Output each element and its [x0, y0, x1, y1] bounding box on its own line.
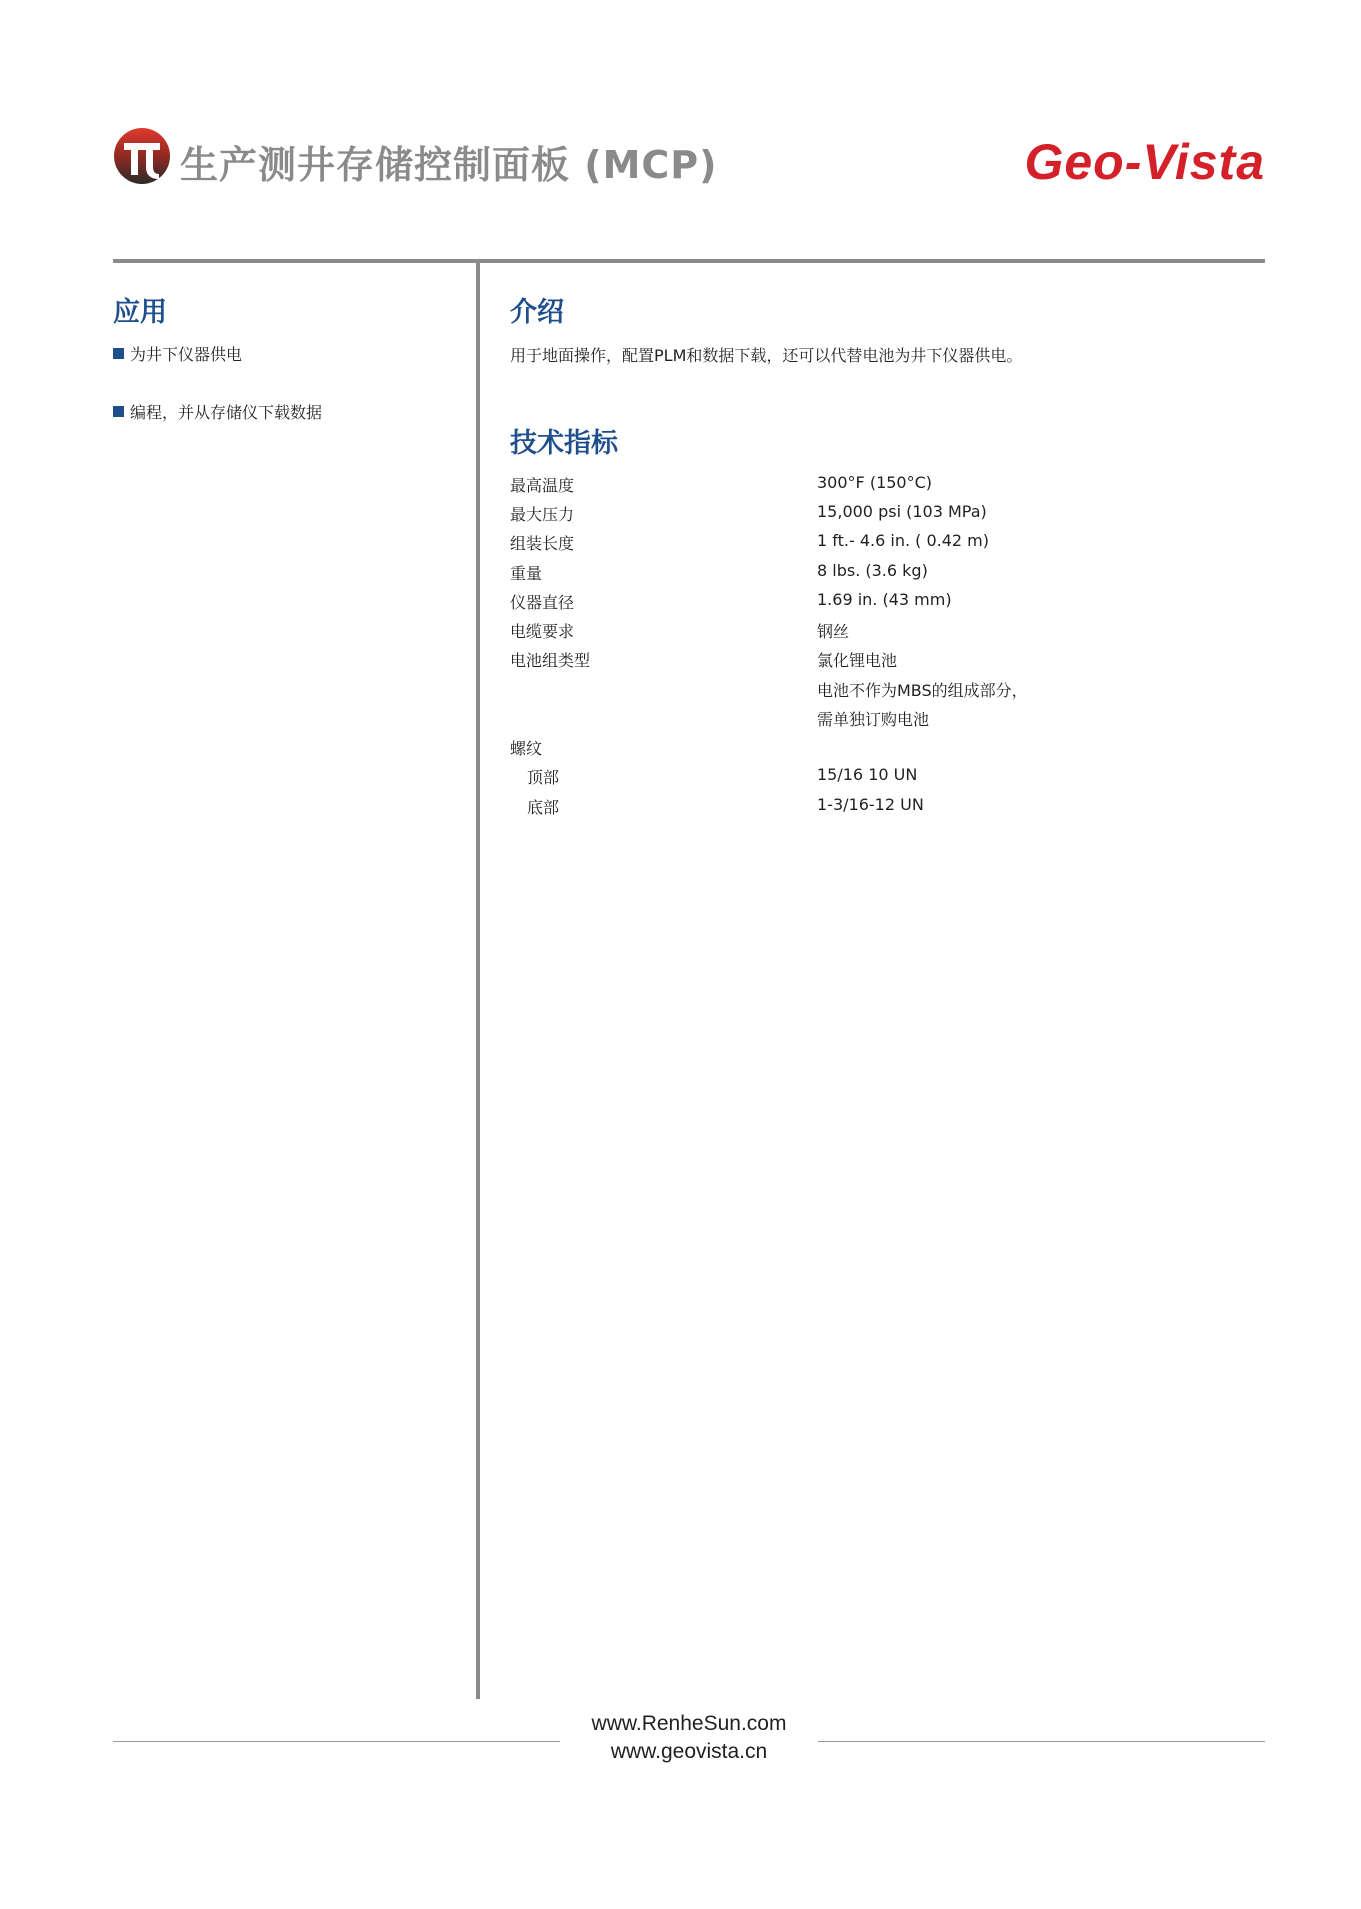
spec-row [510, 502, 1070, 531]
spec-label: 最高温度 [510, 476, 575, 495]
spec-value: 氯化锂电池 [817, 651, 898, 670]
spec-label: 顶部 [527, 768, 560, 787]
spec-row [510, 736, 1070, 765]
spec-row [510, 765, 1070, 794]
spec-value: 电池不作为MBS的组成部分， [817, 681, 1028, 700]
spec-value: 8 lbs. (3.6 kg) [817, 561, 928, 580]
spec-row [510, 561, 1070, 590]
square-bullet-icon [113, 348, 124, 359]
brand-logo: Geo-Vista [1024, 134, 1265, 190]
spec-value: 15/16 10 UN [817, 765, 918, 784]
spec-value: 钢丝 [817, 622, 850, 641]
introduction-text: 用于地面操作，配置PLM和数据下载，还可以代替电池为井下仪器供电。 [510, 346, 1023, 365]
company-logo-icon [113, 127, 171, 185]
spec-row [510, 707, 1070, 736]
document-title: 生产测井存储控制面板 (MCP) [180, 143, 718, 187]
spec-label: 组装长度 [510, 534, 575, 553]
spec-label: 底部 [527, 798, 560, 817]
spec-label: 螺纹 [510, 739, 543, 758]
spec-row [510, 678, 1070, 707]
application-item-text: 为井下仪器供电 [130, 345, 243, 364]
spec-value: 1-3/16-12 UN [817, 795, 924, 814]
square-bullet-icon [113, 406, 124, 417]
spec-row [510, 590, 1070, 619]
spec-value: 1.69 in. (43 mm) [817, 590, 952, 609]
spec-row [510, 795, 1070, 824]
spec-value: 需单独订购电池 [817, 710, 930, 729]
spec-value: 15,000 psi (103 MPa) [817, 502, 987, 521]
applications-heading: 应用 [113, 297, 167, 328]
footer-link-renhesun[interactable]: www.RenheSun.com [591, 1712, 787, 1735]
spec-label: 仪器直径 [510, 593, 575, 612]
header-divider [113, 259, 1265, 263]
specifications-heading: 技术指标 [510, 428, 618, 459]
application-item-text: 编程，并从存储仪下载数据 [130, 403, 323, 422]
spec-label: 最大压力 [510, 505, 575, 524]
spec-row [510, 648, 1070, 677]
application-item [113, 342, 242, 365]
introduction-heading: 介绍 [510, 297, 564, 328]
column-divider [476, 259, 480, 1699]
footer-divider-right [818, 1741, 1265, 1742]
application-item [113, 400, 322, 423]
spec-row [510, 619, 1070, 648]
spec-label: 重量 [510, 564, 543, 583]
spec-label: 电池组类型 [510, 651, 591, 670]
footer-link-geovista[interactable]: www.geovista.cn [610, 1740, 768, 1763]
spec-row [510, 531, 1070, 560]
spec-row [510, 473, 1070, 502]
spec-value: 300°F (150°C) [817, 473, 933, 492]
spec-value: 1 ft.- 4.6 in. ( 0.42 m) [817, 531, 989, 550]
footer-divider-left [113, 1741, 560, 1742]
spec-label: 电缆要求 [510, 622, 575, 641]
